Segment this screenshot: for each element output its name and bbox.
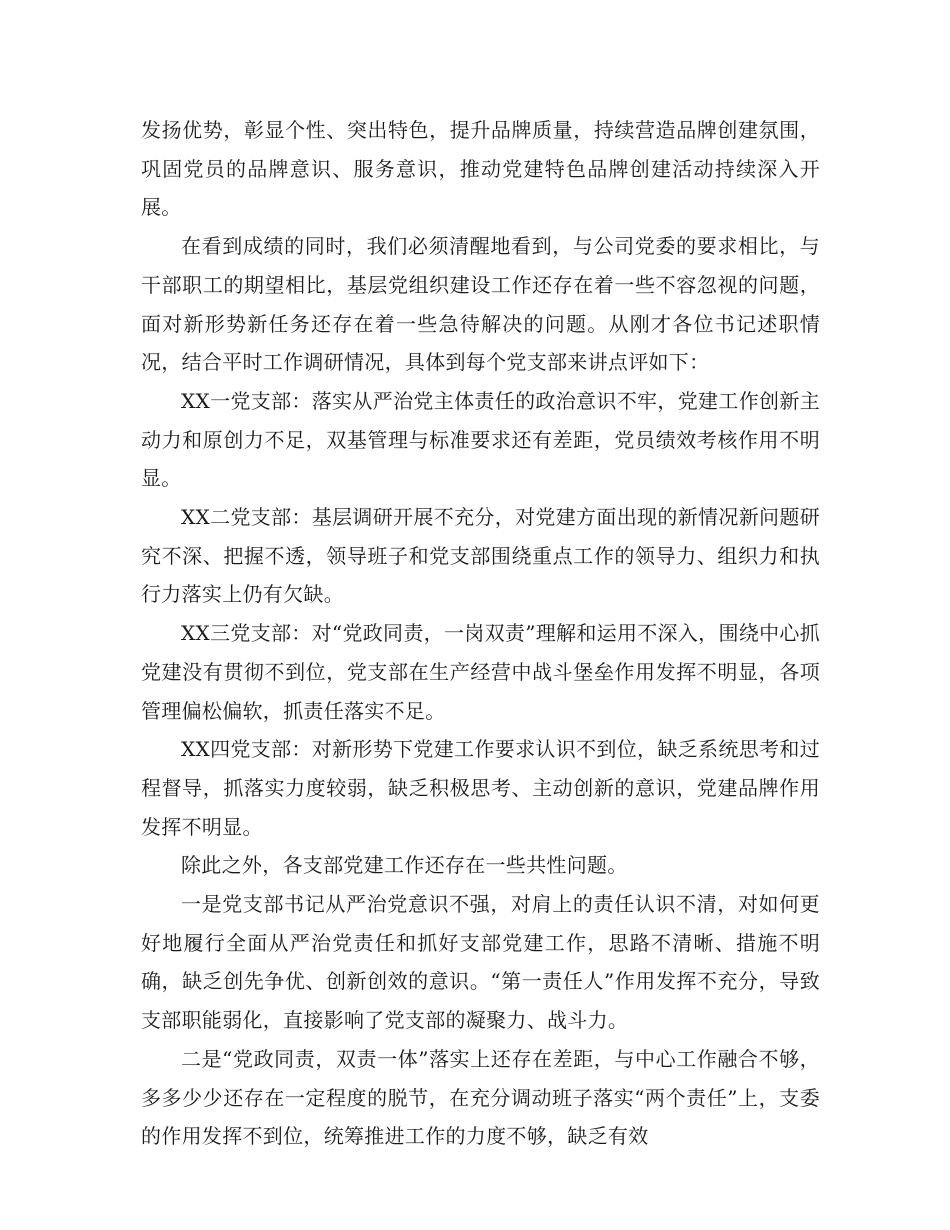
paragraph-branch-3-review: XX三党支部：对“党政同责，一岗双责”理解和运用不深入，围绕中心抓党建没有贯彻不到位，党支部在生产经营中战斗堡垒作用发挥不明显，各项管理偏松偏软，抓责任落实不足。 [141,621,820,723]
paragraph-branch-2-review: XX二党支部：基层调研开展不充分，对党建方面出现的新情况新问题研究不深、把握不透，领导班子和党支部围绕重点工作的领导力、组织力和执行力落实上仍有欠缺。 [141,505,820,607]
paragraph-issue-1: 一是党支部书记从严治党意识不强，对肩上的责任认识不清，对如何更好地履行全面从严治党责任和抓好支部党建工作，思路不清晰、措施不明确，缺乏创先争优、创新创效的意识。“第一责任人”作用发挥不充分，导致支部职能弱化，直接影响了党支部的凝聚力、战斗力。 [141,892,820,1033]
paragraph-issue-2: 二是“党政同责，双责一体”落实上还存在差距，与中心工作融合不够，多多少少还存在一定程度的脱节，在充分调动班子落实“两个责任”上，支委的作用发挥不到位，统筹推进工作的力度不够，缺乏有效 [141,1046,820,1149]
paragraph-branch-1-review: XX一党支部：落实从严治党主体责任的政治意识不牢，党建工作创新主动力和原创力不足，双基管理与标准要求还有差距，党员绩效考核作用不明显。 [141,388,820,491]
document-body [141,111,820,1156]
paragraph-shortcomings-intro: 在看到成绩的同时，我们必须清醒地看到，与公司党委的要求相比，与干部职工的期望相比，基层党组织建设工作还存在着一些不容忽视的问题，面对新形势新任务还存在着一些急待解决的问题。从刚才各位书记述职情况，结合平时工作调研情况，具体到每个党支部来讲点评如下： [141,234,820,375]
paragraph-branch-4-review: XX四党支部：对新形势下党建工作要求认识不到位，缺乏系统思考和过程督导，抓落实力度较弱，缺乏积极思考、主动创新的意识，党建品牌作用发挥不明显。 [141,737,820,839]
paragraph-brand-building-continuation: 发扬优势，彰显个性、突出特色，提升品牌质量，持续营造品牌创建氛围，巩固党员的品牌意识、服务意识，推动党建特色品牌创建活动持续深入开展。 [141,118,820,220]
paragraph-common-issues-intro: 除此之外，各支部党建工作还存在一些共性问题。 [181,853,628,878]
